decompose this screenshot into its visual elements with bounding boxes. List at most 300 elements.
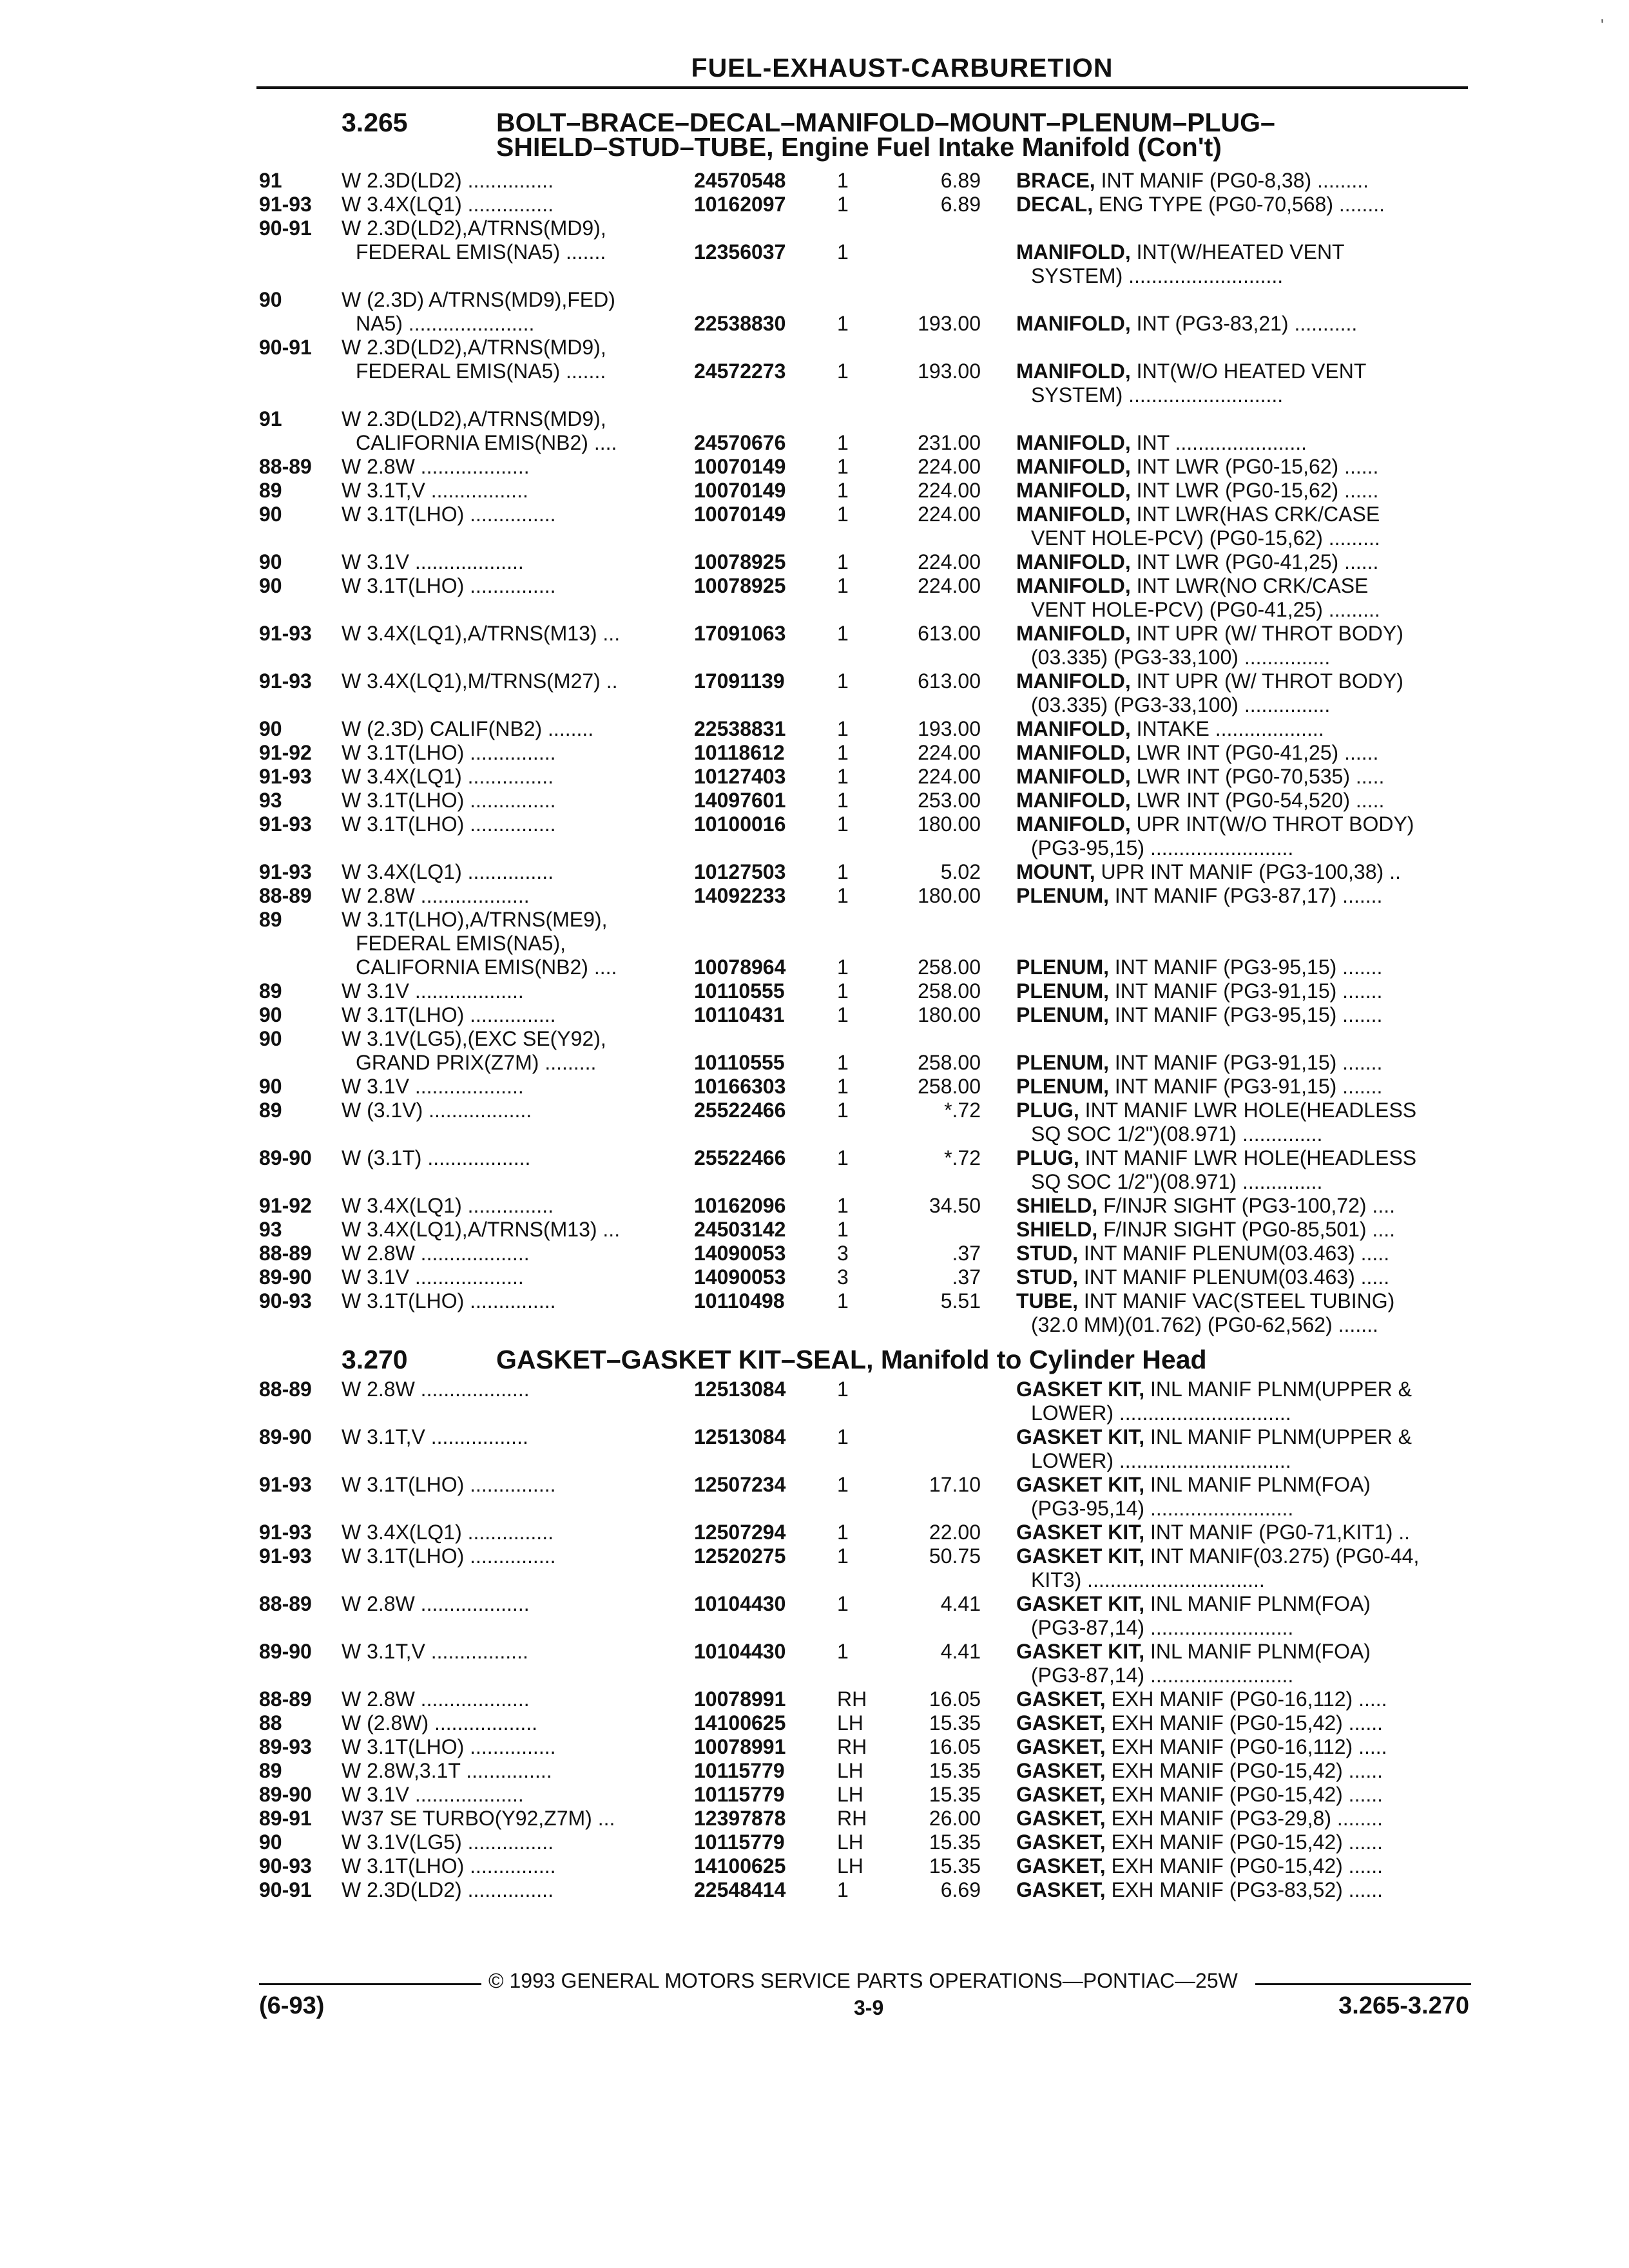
part-name — [1016, 1521, 1474, 1544]
part-name-detail: LWR INT (PG0-70,535) ..... — [1130, 765, 1385, 788]
price: 258.00 — [918, 979, 981, 1003]
table-row — [259, 717, 1470, 741]
quantity: LH — [837, 1783, 863, 1806]
table-row — [259, 240, 1470, 264]
part-name-keyword: MANIFOLD, — [1016, 550, 1131, 573]
part-name-keyword: MANIFOLD, — [1016, 669, 1131, 693]
price: 613.00 — [918, 622, 981, 645]
part-name-detail: INT MANIF (PG0-71,KIT1) .. — [1144, 1521, 1411, 1544]
table-row — [259, 383, 1470, 407]
price: 16.05 — [929, 1687, 981, 1711]
model-year: 89-91 — [259, 1807, 312, 1830]
header-rule — [256, 86, 1468, 89]
table-row — [259, 407, 1470, 431]
part-name — [1031, 1568, 1474, 1592]
price: *.72 — [944, 1099, 981, 1122]
table-row — [259, 193, 1470, 216]
quantity: 1 — [837, 1425, 849, 1448]
part-name — [1016, 741, 1474, 765]
price: 4.41 — [940, 1640, 981, 1663]
part-name-keyword: MOUNT, — [1016, 860, 1095, 883]
price: 6.89 — [940, 193, 981, 216]
table-row — [259, 336, 1470, 360]
quantity: 1 — [837, 1521, 849, 1544]
part-name-detail: INT MANIF VAC(STEEL TUBING) — [1078, 1289, 1395, 1312]
application-description: W 3.4X(LQ1) ............... — [342, 1194, 554, 1217]
part-name-keyword: PLENUM, — [1016, 884, 1109, 907]
table-row — [259, 288, 1470, 312]
part-number: 12507234 — [694, 1473, 786, 1496]
quantity: LH — [837, 1854, 863, 1878]
application-description: W 2.3D(LD2),A/TRNS(MD9), — [342, 407, 606, 430]
part-name — [1016, 312, 1474, 336]
model-year: 91 — [259, 169, 282, 192]
model-year: 88 — [259, 1711, 282, 1735]
part-name-detail: EXH MANIF (PG3-83,52) ...... — [1105, 1878, 1383, 1901]
price: 6.69 — [940, 1878, 981, 1901]
part-name-detail: ENG TYPE (PG0-70,568) ........ — [1093, 193, 1385, 216]
table-row — [259, 1759, 1470, 1783]
part-name-detail: INT LWR(NO CRK/CASE — [1130, 574, 1369, 597]
table-row — [259, 908, 1470, 932]
table-row — [259, 1616, 1470, 1640]
table-row — [259, 1521, 1470, 1544]
part-name-detail: INL MANIF PLNM(FOA) — [1144, 1473, 1371, 1496]
quantity: 1 — [837, 360, 849, 383]
part-name-detail: INT MANIF (PG3-91,15) ....... — [1109, 1075, 1383, 1098]
price: 16.05 — [929, 1735, 981, 1758]
section-range: 3.265-3.270 — [1338, 1992, 1469, 2019]
table-row — [259, 312, 1470, 336]
model-year: 88-89 — [259, 455, 312, 478]
table-row — [259, 1807, 1470, 1831]
quantity: 1 — [837, 1378, 849, 1401]
model-year: 91-93 — [259, 1544, 312, 1568]
part-name — [1016, 431, 1474, 455]
quantity: LH — [837, 1831, 863, 1854]
quantity: 1 — [837, 860, 849, 883]
part-name-keyword: PLENUM, — [1016, 1051, 1109, 1074]
application-description: W 3.4X(LQ1),A/TRNS(M13) ... — [342, 622, 621, 645]
price: 224.00 — [918, 503, 981, 526]
table-row — [259, 741, 1470, 765]
part-name-detail: (PG3-95,14) ......................... — [1031, 1497, 1294, 1520]
part-name-keyword: GASKET, — [1016, 1854, 1106, 1878]
section-title-line2: SHIELD–STUD–TUBE, Engine Fuel Intake Manifold (Con't) — [496, 132, 1222, 162]
price: 224.00 — [918, 479, 981, 502]
part-name-detail: EXH MANIF (PG0-16,112) ..... — [1105, 1687, 1387, 1711]
part-name-keyword: MANIFOLD, — [1016, 431, 1131, 454]
footer-rule-left — [259, 1983, 481, 1985]
part-name — [1031, 598, 1474, 622]
part-name — [1016, 1640, 1474, 1664]
price: 50.75 — [929, 1544, 981, 1568]
part-name — [1016, 1099, 1474, 1122]
application-description: W 2.8W ................... — [342, 1687, 530, 1711]
part-number: 10162096 — [694, 1194, 786, 1217]
part-name — [1016, 479, 1474, 503]
table-row — [259, 979, 1470, 1003]
part-name-detail: INL MANIF PLNM(FOA) — [1144, 1592, 1371, 1615]
part-name-detail: SYSTEM) ........................... — [1031, 264, 1284, 287]
part-name-detail: INT MANIF LWR HOLE(HEADLESS — [1079, 1099, 1417, 1122]
price: 15.35 — [929, 1759, 981, 1782]
part-name-detail: UPR INT(W/O THROT BODY) — [1130, 812, 1414, 836]
application-description: NA5) ...................... — [356, 312, 535, 335]
table-row — [259, 1146, 1470, 1170]
model-year: 90 — [259, 1003, 282, 1026]
price: 258.00 — [918, 1075, 981, 1098]
application-description: W 3.1V(LG5) ............... — [342, 1831, 554, 1854]
application-description: CALIFORNIA EMIS(NB2) .... — [356, 431, 617, 454]
application-description: W 3.4X(LQ1) ............... — [342, 1521, 554, 1544]
table-row — [259, 884, 1470, 908]
part-name-keyword: MANIFOLD, — [1016, 312, 1131, 335]
application-description: W 2.8W ................... — [342, 1242, 530, 1265]
quantity: LH — [837, 1711, 863, 1735]
application-description: W 3.1T(LHO) ............... — [342, 741, 556, 764]
table-row — [259, 1544, 1470, 1568]
part-number: 10070149 — [694, 503, 786, 526]
part-name-keyword: PLENUM, — [1016, 1075, 1109, 1098]
part-name — [1031, 693, 1474, 717]
model-year: 90 — [259, 288, 282, 311]
model-year: 91-93 — [259, 669, 312, 693]
table-row — [259, 1003, 1470, 1027]
model-year: 90-91 — [259, 216, 312, 240]
part-name-keyword: DECAL, — [1016, 193, 1094, 216]
quantity: 1 — [837, 1051, 849, 1074]
application-description: W 3.4X(LQ1),A/TRNS(M13) ... — [342, 1218, 621, 1241]
part-name — [1031, 1122, 1474, 1146]
quantity: LH — [837, 1759, 863, 1782]
part-name — [1016, 1592, 1474, 1616]
quantity: 1 — [837, 193, 849, 216]
table-row — [259, 1242, 1470, 1265]
part-number: 10070149 — [694, 479, 786, 502]
table-row — [259, 264, 1470, 288]
part-name-keyword: GASKET KIT, — [1016, 1378, 1145, 1401]
model-year: 91 — [259, 407, 282, 430]
table-row — [259, 956, 1470, 979]
quantity: 1 — [837, 741, 849, 764]
part-name-keyword: GASKET KIT, — [1016, 1640, 1145, 1663]
part-name-detail: INT MANIF (PG3-95,15) ....... — [1109, 1003, 1383, 1026]
part-name-detail: EXH MANIF (PG0-15,42) ...... — [1105, 1759, 1383, 1782]
quantity: 1 — [837, 503, 849, 526]
part-name-keyword: STUD, — [1016, 1265, 1078, 1289]
part-name — [1016, 717, 1474, 741]
table-row — [259, 789, 1470, 812]
part-name — [1016, 1289, 1474, 1313]
table-row — [259, 1878, 1470, 1902]
part-name — [1016, 789, 1474, 812]
application-description: W 3.1T(LHO) ............... — [342, 1289, 556, 1312]
part-name — [1016, 240, 1474, 264]
quantity: 1 — [837, 622, 849, 645]
application-description: W 3.1V ................... — [342, 979, 524, 1003]
part-name — [1016, 1003, 1474, 1027]
part-name-keyword: MANIFOLD, — [1016, 622, 1131, 645]
part-number: 12356037 — [694, 240, 786, 264]
part-name-detail: EXH MANIF (PG0-15,42) ...... — [1105, 1711, 1383, 1735]
table-row — [259, 1289, 1470, 1313]
quantity: 1 — [837, 1075, 849, 1098]
section-title-line1: GASKET–GASKET KIT–SEAL, Manifold to Cylinder Head — [496, 1345, 1207, 1374]
part-name — [1016, 1473, 1474, 1497]
price: 26.00 — [929, 1807, 981, 1830]
quantity: 1 — [837, 1146, 849, 1169]
table-row — [259, 216, 1470, 240]
part-name — [1031, 1401, 1474, 1425]
section-title-line1: BOLT–BRACE–DECAL–MANIFOLD–MOUNT–PLENUM–PLUG– — [496, 108, 1275, 137]
price: 5.02 — [940, 860, 981, 883]
model-year: 90 — [259, 717, 282, 740]
application-description: W 3.1T,V ................. — [342, 479, 528, 502]
table-row — [259, 1378, 1470, 1401]
price: 224.00 — [918, 741, 981, 764]
application-description: W 2.8W ................... — [342, 455, 530, 478]
part-name — [1031, 1449, 1474, 1473]
part-name — [1016, 1544, 1474, 1568]
quantity: 1 — [837, 1289, 849, 1312]
part-number: 14100625 — [694, 1711, 786, 1735]
quantity: 1 — [837, 1194, 849, 1217]
quantity: 3 — [837, 1242, 849, 1265]
price: 231.00 — [918, 431, 981, 454]
model-year: 89-90 — [259, 1146, 312, 1169]
part-name-detail: VENT HOLE-PCV) (PG0-41,25) ......... — [1031, 598, 1380, 621]
model-year: 89 — [259, 979, 282, 1003]
model-year: 89 — [259, 1099, 282, 1122]
price: 258.00 — [918, 1051, 981, 1074]
part-name-keyword: PLENUM, — [1016, 979, 1109, 1003]
part-number: 10166303 — [694, 1075, 786, 1098]
model-year: 90 — [259, 1831, 282, 1854]
model-year: 91-92 — [259, 1194, 312, 1217]
quantity: RH — [837, 1735, 867, 1758]
part-name-detail: INT MANIF (PG0-8,38) ......... — [1095, 169, 1369, 192]
price: 224.00 — [918, 574, 981, 597]
price: 15.35 — [929, 1854, 981, 1878]
part-number: 10104430 — [694, 1640, 786, 1663]
part-name — [1016, 1146, 1474, 1170]
part-number: 10078991 — [694, 1687, 786, 1711]
part-name-keyword: GASKET, — [1016, 1783, 1106, 1806]
price: .37 — [952, 1242, 981, 1265]
price: 15.35 — [929, 1711, 981, 1735]
part-name — [1031, 1497, 1474, 1521]
part-number: 17091063 — [694, 622, 786, 645]
part-name-detail: INT MANIF PLENUM(03.463) ..... — [1078, 1265, 1390, 1289]
model-year: 89 — [259, 908, 282, 931]
table-row — [259, 1473, 1470, 1497]
price: 224.00 — [918, 550, 981, 573]
part-number: 22538831 — [694, 717, 786, 740]
part-name-detail: INL MANIF PLNM(UPPER & — [1144, 1425, 1412, 1448]
part-name — [1016, 1075, 1474, 1099]
table-row — [259, 526, 1470, 550]
quantity: RH — [837, 1807, 867, 1830]
price: .37 — [952, 1265, 981, 1289]
price: 6.89 — [940, 169, 981, 192]
part-name-detail: EXH MANIF (PG3-29,8) ........ — [1105, 1807, 1383, 1830]
application-description: W (2.8W) .................. — [342, 1711, 538, 1735]
part-name-keyword: MANIFOLD, — [1016, 479, 1131, 502]
application-description: FEDERAL EMIS(NA5) ....... — [356, 360, 606, 383]
part-name-detail: (03.335) (PG3-33,100) ............... — [1031, 646, 1331, 669]
part-number: 24570676 — [694, 431, 786, 454]
section-number: 3.265 — [342, 108, 408, 137]
part-name — [1016, 1242, 1474, 1265]
table-row — [259, 503, 1470, 526]
model-year: 90-93 — [259, 1854, 312, 1878]
model-year: 91-92 — [259, 741, 312, 764]
part-name-detail: INT(W/HEATED VENT — [1130, 240, 1345, 264]
part-name — [1016, 884, 1474, 908]
part-number: 10078925 — [694, 550, 786, 573]
application-description: W 2.8W,3.1T ............... — [342, 1759, 552, 1782]
part-number: 10078964 — [694, 956, 786, 979]
part-name-keyword: GASKET, — [1016, 1807, 1106, 1830]
model-year: 90-91 — [259, 1878, 312, 1901]
part-name-detail: (32.0 MM)(01.762) (PG0-62,562) ....... — [1031, 1313, 1378, 1336]
part-name — [1031, 836, 1474, 860]
quantity: 1 — [837, 1099, 849, 1122]
part-name — [1016, 360, 1474, 383]
part-name-detail: UPR INT MANIF (PG3-100,38) .. — [1095, 860, 1401, 883]
part-number: 25522466 — [694, 1099, 786, 1122]
part-name — [1016, 193, 1474, 216]
part-name — [1016, 1878, 1474, 1902]
part-name — [1016, 622, 1474, 646]
table-row — [259, 812, 1470, 836]
model-year: 89-90 — [259, 1640, 312, 1663]
part-name-keyword: MANIFOLD, — [1016, 574, 1131, 597]
table-row — [259, 1783, 1470, 1807]
price: 258.00 — [918, 956, 981, 979]
table-row — [259, 360, 1470, 383]
quantity: 1 — [837, 455, 849, 478]
quantity: 1 — [837, 1592, 849, 1615]
price: 253.00 — [918, 789, 981, 812]
application-description: W 3.1T,V ................. — [342, 1425, 528, 1448]
price: 613.00 — [918, 669, 981, 693]
part-name — [1016, 1759, 1474, 1783]
model-year: 89-90 — [259, 1425, 312, 1448]
part-name-detail: INT MANIF (PG3-87,17) ....... — [1109, 884, 1383, 907]
quantity: 3 — [837, 1265, 849, 1289]
model-year: 89 — [259, 1759, 282, 1782]
model-year: 88-89 — [259, 1242, 312, 1265]
part-number: 14100625 — [694, 1854, 786, 1878]
table-row — [259, 169, 1470, 193]
part-number: 10070149 — [694, 455, 786, 478]
part-name — [1031, 264, 1474, 288]
part-name — [1031, 383, 1474, 407]
part-name — [1016, 1687, 1474, 1711]
part-name-keyword: MANIFOLD, — [1016, 503, 1131, 526]
model-year: 90 — [259, 574, 282, 597]
quantity: 1 — [837, 1878, 849, 1901]
part-number: 10110555 — [694, 1051, 785, 1074]
part-name-detail: LOWER) .............................. — [1031, 1449, 1291, 1472]
part-name-detail: F/INJR SIGHT (PG0-85,501) .... — [1097, 1218, 1395, 1241]
quantity: 1 — [837, 1473, 849, 1496]
application-description: W (3.1V) .................. — [342, 1099, 532, 1122]
part-name-detail: INT LWR (PG0-15,62) ...... — [1130, 455, 1379, 478]
quantity: 1 — [837, 431, 849, 454]
part-number: 12513084 — [694, 1378, 786, 1401]
quantity: 1 — [837, 312, 849, 335]
part-name-detail: EXH MANIF (PG0-16,112) ..... — [1105, 1735, 1387, 1758]
table-row — [259, 1099, 1470, 1122]
table-row — [259, 1401, 1470, 1425]
application-description: W 3.1T(LHO) ............... — [342, 574, 556, 597]
application-description: W 3.1T(LHO) ............... — [342, 812, 556, 836]
table-row — [259, 1449, 1470, 1473]
model-year: 90 — [259, 503, 282, 526]
table-row — [259, 765, 1470, 789]
part-number: 10162097 — [694, 193, 786, 216]
part-number: 10100016 — [694, 812, 786, 836]
part-name-detail: INT (PG3-83,21) ........... — [1130, 312, 1358, 335]
quantity: 1 — [837, 956, 849, 979]
part-number: 14092233 — [694, 884, 786, 907]
part-number: 17091139 — [694, 669, 785, 693]
part-name — [1016, 1735, 1474, 1759]
application-description: W 2.3D(LD2),A/TRNS(MD9), — [342, 336, 606, 359]
application-description: W 3.4X(LQ1) ............... — [342, 765, 554, 788]
application-description: W 2.8W ................... — [342, 1592, 530, 1615]
part-name — [1016, 574, 1474, 598]
part-name-detail: INT MANIF PLENUM(03.463) ..... — [1078, 1242, 1390, 1265]
application-description: W 3.1V(LG5),(EXC SE(Y92), — [342, 1027, 606, 1050]
model-year: 88-89 — [259, 1592, 312, 1615]
part-name — [1016, 1783, 1474, 1807]
part-number: 14097601 — [694, 789, 786, 812]
quantity: 1 — [837, 884, 849, 907]
part-number: 24572273 — [694, 360, 786, 383]
application-description: W 3.1V ................... — [342, 1783, 524, 1806]
page-title: FUEL-EXHAUST-CARBURETION — [691, 53, 1113, 82]
part-name-keyword: MANIFOLD, — [1016, 789, 1131, 812]
table-row — [259, 1687, 1470, 1711]
part-name-keyword: GASKET, — [1016, 1735, 1106, 1758]
part-name-detail: INT LWR(HAS CRK/CASE — [1130, 503, 1380, 526]
part-name — [1016, 455, 1474, 479]
part-name — [1031, 1616, 1474, 1640]
part-number: 10115779 — [694, 1759, 785, 1782]
table-row — [259, 1051, 1470, 1075]
model-year: 88-89 — [259, 884, 312, 907]
part-name-detail: VENT HOLE-PCV) (PG0-15,62) ......... — [1031, 526, 1380, 550]
application-description: CALIFORNIA EMIS(NB2) .... — [356, 956, 617, 979]
part-name-keyword: MANIFOLD, — [1016, 812, 1131, 836]
part-name — [1031, 1664, 1474, 1687]
part-name-detail: (PG3-95,15) ......................... — [1031, 836, 1294, 860]
application-description: W 3.1T(LHO) ............... — [342, 1003, 556, 1026]
table-row — [259, 1218, 1470, 1242]
part-name-keyword: BRACE, — [1016, 169, 1095, 192]
part-name — [1016, 1218, 1474, 1242]
part-name-detail: EXH MANIF (PG0-15,42) ...... — [1105, 1783, 1383, 1806]
price: 34.50 — [929, 1194, 981, 1217]
application-description: W 2.3D(LD2) ............... — [342, 1878, 554, 1901]
model-year: 91-93 — [259, 193, 312, 216]
part-number: 22538830 — [694, 312, 786, 335]
part-name-detail: INL MANIF PLNM(UPPER & — [1144, 1378, 1412, 1401]
